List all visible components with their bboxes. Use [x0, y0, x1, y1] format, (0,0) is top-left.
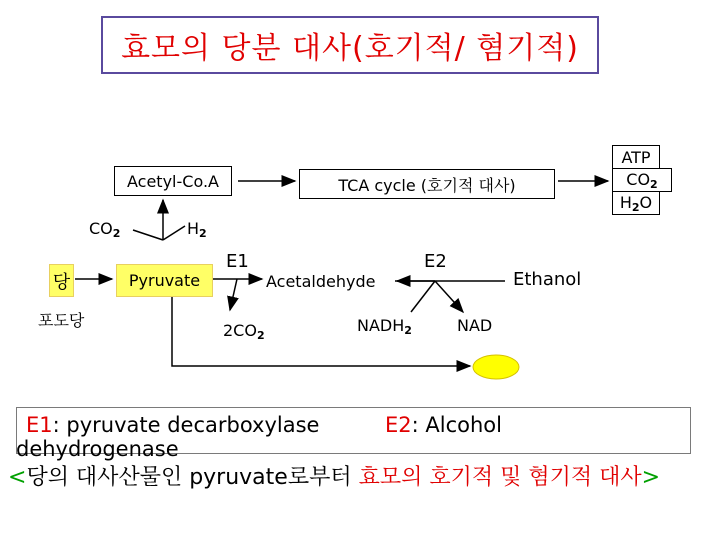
sugar-label: 당 [52, 271, 71, 293]
h2-label: $H_2$ [187, 219, 207, 240]
pyruvate-label: Pyruvate [128, 271, 201, 290]
ethanol-label: Ethanol [513, 269, 582, 290]
pyruvate-box [116, 264, 213, 297]
legend-e1 [26, 413, 319, 437]
arrow-e2-from-nadh2 [411, 281, 435, 312]
sugar-box [49, 264, 74, 297]
caption-open: < [8, 465, 27, 490]
yellow-oval [473, 355, 519, 379]
e2-label: E2 [424, 251, 447, 272]
caption-part2: 효모의 호기적 및 혐기적 대사 [358, 465, 642, 490]
acetyl-coa-label: Acetyl-Co.A [127, 171, 219, 191]
tca-cycle-label: TCA cycle (호기적 대사) [338, 175, 516, 195]
legend-e2-tag: E2 [385, 413, 412, 437]
line-h2-branch [163, 226, 185, 240]
tca-cycle-box [299, 169, 555, 199]
h2o-label: $H_2O$ [619, 192, 653, 214]
glucose-label: 포도당 [38, 311, 85, 330]
arrow-pyruvate-to-oval [172, 297, 470, 366]
legend-e2-text: : Alcohol [411, 413, 502, 437]
caption-close: > [641, 465, 661, 490]
nad-label: NAD [457, 316, 493, 335]
arrow-e2-to-nad [435, 281, 463, 312]
legend-e2-continued: dehydrogenase [16, 437, 179, 461]
arrow-e1-to-2co2 [230, 279, 237, 310]
caption-part1: 당의 대사산물인 pyruvate로부터 [26, 465, 359, 490]
co2-out-label: $CO_2$ [626, 169, 658, 191]
co2-out-box [612, 168, 672, 192]
h2o-box [612, 191, 660, 215]
caption [8, 460, 660, 491]
legend-e2 [385, 413, 502, 437]
line-co2-branch [133, 230, 163, 240]
acetyl-coa-box [114, 166, 232, 196]
atp-box [612, 145, 660, 169]
atp-label: ATP [621, 147, 651, 167]
legend-e1-tag: E1 [26, 413, 53, 437]
acetaldehyde-label: Acetaldehyde [266, 272, 376, 291]
page-title: 효모의 당분 대사(호기적/ 혐기적) [121, 31, 579, 66]
e1-label: E1 [226, 251, 249, 272]
two-co2-label: $2CO_2$ [223, 321, 265, 342]
nadh2-label: $NADH_2$ [357, 316, 412, 337]
co2-left-label: $CO_2$ [89, 219, 121, 240]
legend-e1-text: : pyruvate decarboxylase [52, 413, 320, 437]
